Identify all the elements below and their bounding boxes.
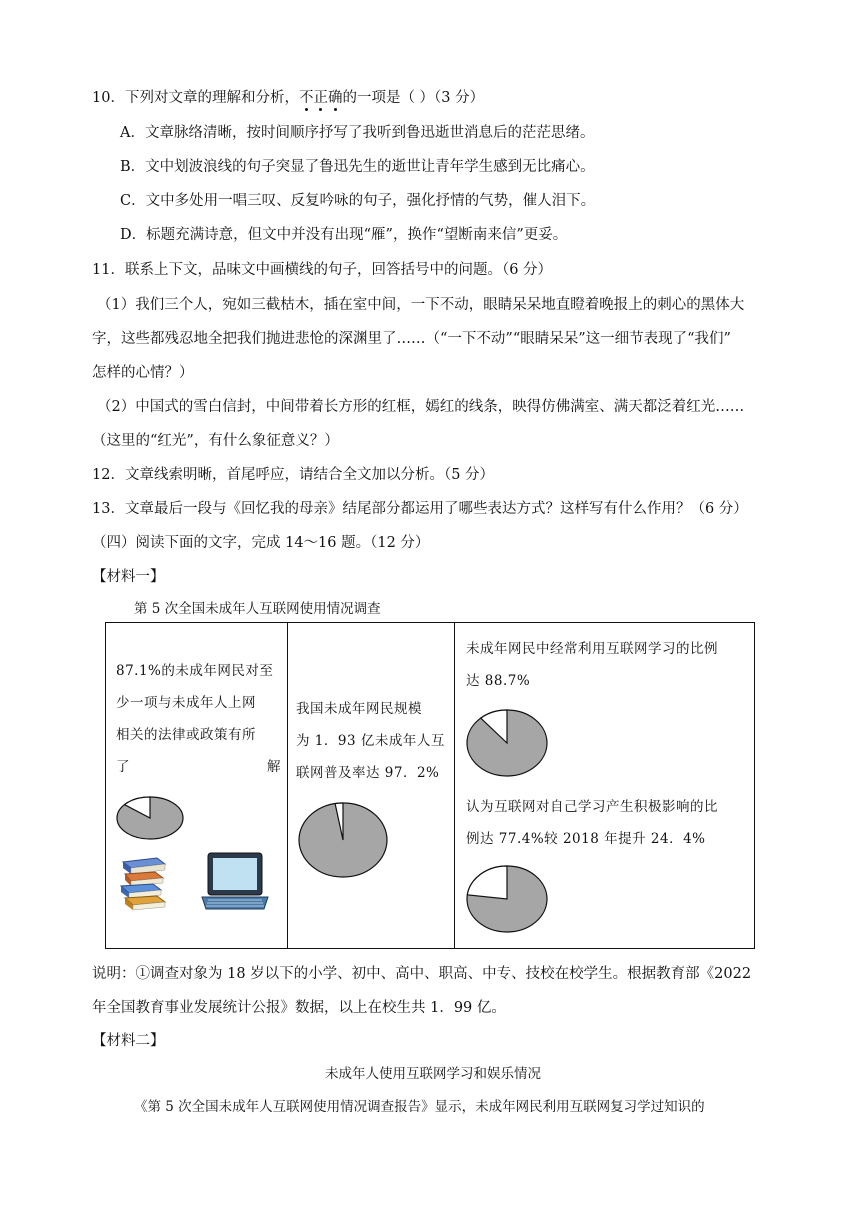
- cell1-text: [116, 655, 281, 783]
- pie-slice-remainder: [467, 866, 507, 899]
- material2-title: 未成年人使用互联网学习和娱乐情况: [325, 1066, 541, 1082]
- cell1-last-line: 了 解: [116, 759, 281, 775]
- q10-stem: 10．下列对文章的理解和分析，不正确的一项是（ ）（3 分）: [92, 90, 485, 106]
- q11-sub1-line2: 字，这些都残忍地全把我们抛进悲怆的深渊里了……（“一下不动”“眼睛呆呆”这一细节表现了“我们”: [92, 331, 731, 347]
- material2-body: 《第 5 次全国未成年人互联网使用情况调查报告》显示，未成年网民利用互联网复习学过知识的: [134, 1099, 705, 1115]
- cell2-text: [296, 693, 445, 789]
- q11-sub2-line2: （这里的“红光”，有什么象征意义？）: [92, 433, 339, 449]
- emph-char: 确: [327, 90, 343, 106]
- pie-chart-positive-impact: [465, 864, 549, 934]
- q11-sub2-line1: （2）中国式的雪白信封，中间带着长方形的红框，嫣红的线条，映得仿佛满室、满天都泛着红光……: [97, 399, 745, 415]
- material1-title: 第 5 次全国未成年人互联网使用情况调查: [134, 601, 381, 617]
- material1-label: 【材料一】: [92, 569, 165, 585]
- q10-option-d: D．标题充满诗意，但文中并没有出现“雁”，换作“望断南来信”更妥。: [120, 227, 568, 243]
- table-divider: [454, 623, 455, 948]
- section4-heading: （四）阅读下面的文字，完成 14～16 题。（12 分）: [92, 535, 430, 551]
- laptop-icon: [198, 851, 272, 913]
- q10-option-a: A．文章脉络清晰，按时间顺序抒写了我听到鲁迅逝世消息后的茫茫思绪。: [120, 125, 595, 141]
- cell1-line: 相关的法律或政策有所: [116, 727, 256, 743]
- cell3a-line: 达 88.7%: [466, 673, 531, 689]
- pie-chart-internet-penetration: [297, 801, 389, 879]
- q13-stem: 13．文章最后一段与《回忆我的母亲》结尾部分都运用了哪些表达方式？这样写有什么作用？（6 分）: [92, 501, 748, 517]
- emph-char: 不: [298, 90, 314, 106]
- cell3b-text: [466, 791, 718, 855]
- q12-stem: 12．文章线索明晰，首尾呼应，请结合全文加以分析。（5 分）: [92, 467, 495, 483]
- pie-chart-online-learning: [465, 708, 549, 778]
- emph-char: 正: [313, 90, 328, 106]
- survey-table: [105, 622, 755, 949]
- cell2-line: 为 1．93 亿未成年人互: [296, 733, 445, 749]
- q11-sub1-line3: 怎样的心情？）: [92, 365, 194, 381]
- q10-option-c: C．文中多处用一唱三叹、反复吟咏的句子，强化抒情的气势，催人泪下。: [120, 193, 596, 209]
- cell3a-text: [466, 633, 718, 697]
- cell2-line: 我国未成年网民规模: [296, 701, 422, 717]
- note-line2: 年全国教育事业发展统计公报》数据，以上在校生共 1．99 亿。: [92, 1000, 506, 1016]
- pie-chart-legal-awareness: [115, 795, 185, 841]
- cell3b-line: 认为互联网对自己学习产生积极影响的比: [466, 799, 718, 815]
- cell3a-line: 未成年网民中经常利用互联网学习的比例: [466, 641, 718, 657]
- material2-label: 【材料二】: [92, 1033, 165, 1049]
- note-line1: 说明：①调查对象为 18 岁以下的小学、初中、高中、职高、中专、技校在校学生。根据教育部《2022: [92, 966, 752, 982]
- cell3b-line: 例达 77.4%较 2018 年提升 24．4%: [466, 831, 706, 847]
- q11-sub1-line1: （1）我们三个人，宛如三截枯木，插在室中间，一下不动，眼睛呆呆地直瞪着晚报上的刺心的黑体大: [97, 297, 745, 313]
- books-icon: [117, 852, 171, 912]
- cell1-line: 87.1%的未成年网民对至: [116, 663, 274, 679]
- cell2-line: 联网普及率达 97．2%: [296, 765, 440, 781]
- table-divider: [287, 623, 288, 948]
- cell1-line: 少一项与未成年人上网: [116, 695, 256, 711]
- q10-option-b: B．文中划波浪线的句子突显了鲁迅先生的逝世让青年学生感到无比痛心。: [120, 159, 595, 175]
- q11-stem: 11．联系上下文，品味文中画横线的句子，回答括号中的问题。（6 分）: [92, 262, 553, 278]
